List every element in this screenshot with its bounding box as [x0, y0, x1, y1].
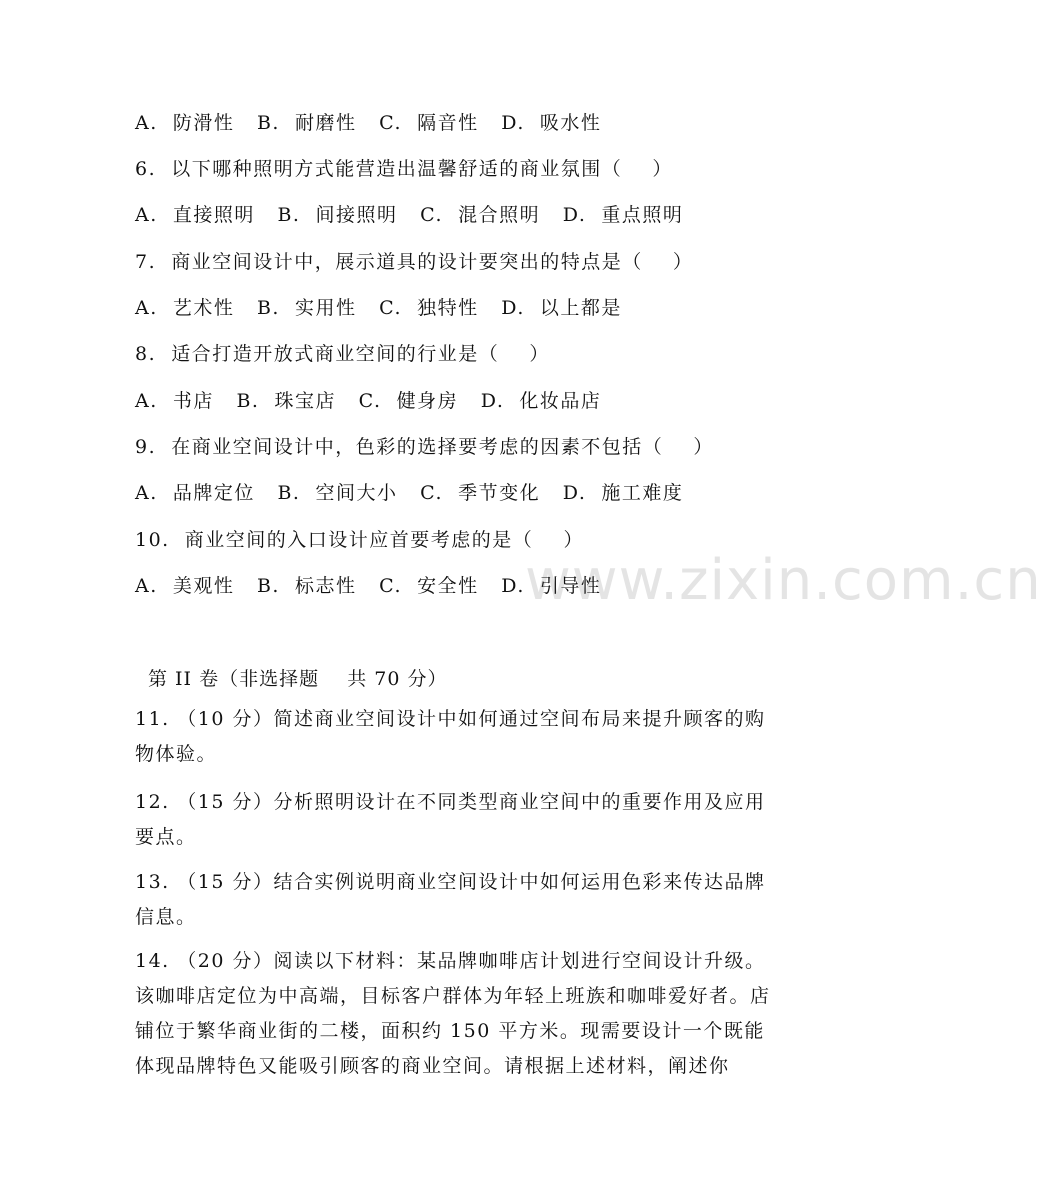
question-8-options: A. 书店 B. 珠宝店 C. 健身房 D. 化妆品店: [135, 390, 602, 412]
question-6-options: A. 直接照明 B. 间接照明 C. 混合照明 D. 重点照明: [135, 204, 684, 226]
essay-question-13: 13. （15 分）结合实例说明商业空间设计中如何运用色彩来传达品牌信息。: [135, 871, 766, 928]
essay-question-11: 11. （10 分）简述商业空间设计中如何通过空间布局来提升顾客的购物体验。: [135, 708, 766, 765]
section-title: 第 II 卷（非选择题 共 70 分）: [148, 668, 448, 690]
essay-question-12: 12. （15 分）分析照明设计在不同类型商业空间中的重要作用及应用要点。: [135, 791, 766, 848]
question-10-options: A. 美观性 B. 标志性 C. 安全性 D. 引导性: [135, 575, 602, 597]
question-5-options: A. 防滑性 B. 耐磨性 C. 隔音性 D. 吸水性: [135, 112, 602, 134]
question-7-options: A. 艺术性 B. 实用性 C. 独特性 D. 以上都是: [135, 297, 622, 319]
question-7: 7. 商业空间设计中，展示道具的设计要突出的特点是（ ）: [135, 251, 694, 273]
question-9-options: A. 品牌定位 B. 空间大小 C. 季节变化 D. 施工难度: [135, 482, 684, 504]
question-6: 6. 以下哪种照明方式能营造出温馨舒适的商业氛围（ ）: [135, 158, 673, 180]
essay-question-14: 14. （20 分）阅读以下材料：某品牌咖啡店计划进行空间设计升级。该咖啡店定位为中高端，目标客户群体为年轻上班族和咖啡爱好者。店铺位于繁华商业街的二楼，面积约 150 平方米。现需要设计一个既能体现品牌特色又能吸引顾客的商业空间。请根据上述材料，阐述你: [135, 950, 771, 1077]
question-10: 10. 商业空间的入口设计应首要考虑的是（ ）: [135, 529, 584, 551]
watermark: www.zixin.com.cn: [525, 548, 1042, 613]
question-8: 8. 适合打造开放式商业空间的行业是（ ）: [135, 343, 550, 365]
question-9: 9. 在商业空间设计中，色彩的选择要考虑的因素不包括（ ）: [135, 436, 714, 458]
